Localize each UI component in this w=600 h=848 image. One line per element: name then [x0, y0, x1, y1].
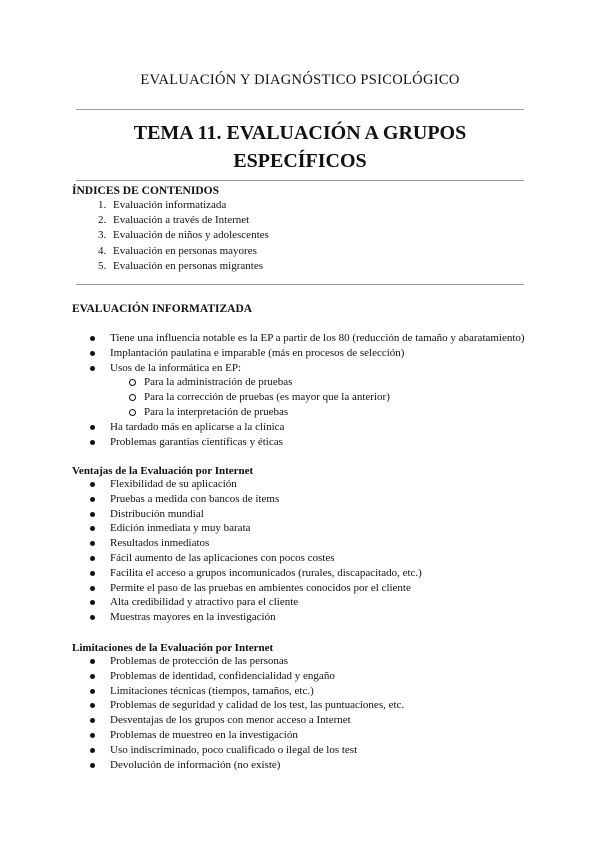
- page-title: [60, 119, 540, 175]
- toc-item: 5. Evaluación en personas migrantes: [109, 259, 269, 274]
- list-item: Facilita el acceso a grupos incomunicados (rurales, discapacitado, etc.): [72, 566, 542, 581]
- list-item: Problemas de seguridad y calidad de los test, las puntuaciones, etc.: [72, 698, 542, 713]
- toc-divider: [76, 284, 524, 285]
- title-line-2: ESPECÍFICOS: [233, 150, 367, 172]
- bullet-list: [72, 654, 542, 772]
- toc-heading: ÍNDICES DE CONTENIDOS: [72, 185, 219, 197]
- list-item: Resultados inmediatos: [72, 536, 542, 551]
- sub-list-item: Para la corrección de pruebas (es mayor que la anterior): [72, 390, 542, 405]
- toc-item: 3. Evaluación de niños y adolescentes: [109, 228, 269, 243]
- section-ventajas: [72, 465, 542, 625]
- section-limitaciones: [72, 642, 542, 772]
- list-item: Flexibilidad de su aplicación: [72, 477, 542, 492]
- title-line-1: TEMA 11. EVALUACIÓN A GRUPOS: [133, 122, 467, 144]
- section-heading: EVALUACIÓN INFORMATIZADA: [72, 303, 253, 315]
- list-item: Permite el paso de las pruebas en ambientes conocidos por el cliente: [72, 581, 542, 596]
- section-informatizada: [72, 303, 542, 449]
- list-item-text: Usos de la informática en EP:: [110, 361, 242, 374]
- table-of-contents: [72, 185, 269, 274]
- list-item: Uso indiscriminado, poco cualificado o ilegal de los test: [72, 743, 542, 758]
- list-item: Devolución de información (no existe): [72, 758, 542, 773]
- list-item: Desventajas de los grupos con menor acceso a Internet: [72, 713, 542, 728]
- list-item: [72, 361, 542, 420]
- sub-list: [72, 375, 542, 419]
- toc-item: 4. Evaluación en personas mayores: [109, 244, 269, 259]
- title-divider: [76, 180, 524, 181]
- subsection-heading: Ventajas de la Evaluación por Internet: [72, 465, 254, 477]
- list-item: Implantación paulatina e imparable (más en procesos de selección): [72, 346, 542, 361]
- bullet-list: [72, 477, 542, 625]
- list-item: Muestras mayores en la investigación: [72, 610, 542, 625]
- list-item: Limitaciones técnicas (tiempos, tamaños, etc.): [72, 684, 542, 699]
- list-item: Problemas de identidad, confidencialidad y engaño: [72, 669, 542, 684]
- list-item: Problemas de muestreo en la investigación: [72, 728, 542, 743]
- header-divider: [76, 109, 524, 110]
- sub-list-item: Para la administración de pruebas: [72, 375, 542, 390]
- list-item: Ha tardado más en aplicarse a la clínica: [72, 420, 542, 435]
- list-item: Distribución mundial: [72, 507, 542, 522]
- toc-item: 2. Evaluación a través de Internet: [109, 213, 269, 228]
- subsection-heading: Limitaciones de la Evaluación por Internet: [72, 642, 274, 654]
- list-item: Alta credibilidad y atractivo para el cliente: [72, 595, 542, 610]
- bullet-list: [72, 331, 542, 449]
- toc-list: [72, 198, 269, 274]
- list-item: Problemas de protección de las personas: [72, 654, 542, 669]
- list-item: Fácil aumento de las aplicaciones con pocos costes: [72, 551, 542, 566]
- list-item: Edición inmediata y muy barata: [72, 521, 542, 536]
- list-item: Problemas garantías científicas y éticas: [72, 435, 542, 450]
- list-item: Pruebas a medida con bancos de ítems: [72, 492, 542, 507]
- toc-item: 1. Evaluación informatizada: [109, 198, 269, 213]
- running-header: EVALUACIÓN Y DIAGNÓSTICO PSICOLÓGICO: [140, 72, 460, 88]
- list-item: Tiene una influencia notable es la EP a partir de los 80 (reducción de tamaño y abaratamiento): [72, 331, 542, 346]
- sub-list-item: Para la interpretación de pruebas: [72, 405, 542, 420]
